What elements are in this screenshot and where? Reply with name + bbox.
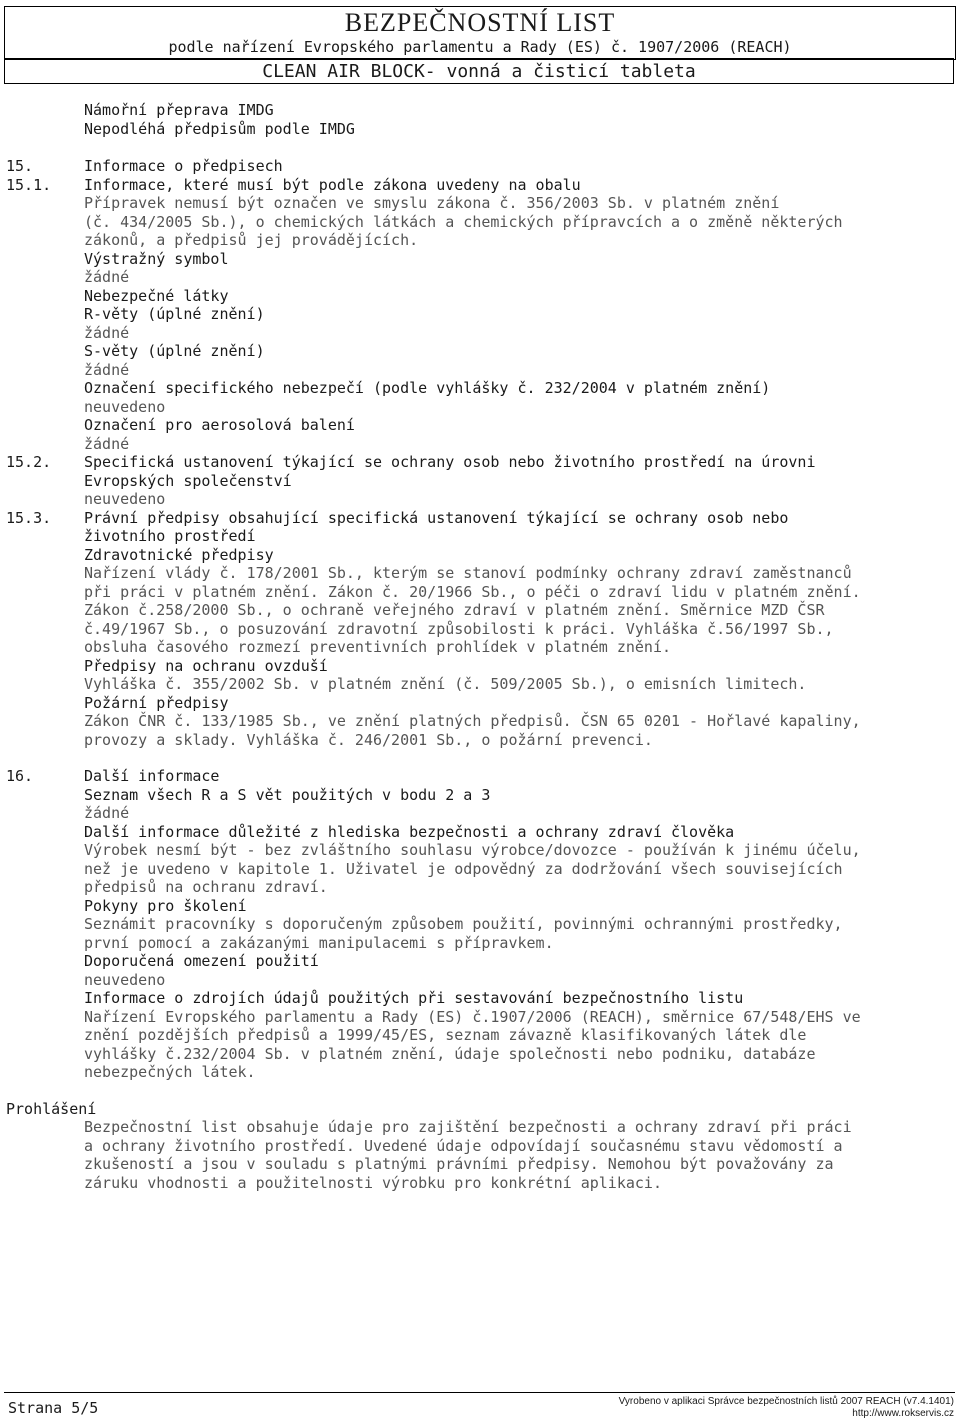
text-line: Bezpečnostní list obsahuje údaje pro zajištění bezpečnosti a ochrany zdraví při práci <box>84 1118 852 1136</box>
section-number: 15.3. <box>6 509 52 527</box>
field-value: neuvedeno <box>84 490 166 508</box>
section-heading: Další informace <box>84 767 220 785</box>
text-line: a ochrany životního prostředí. Uvedené údaje odpovídají současnému stavu vědomostí a <box>84 1137 843 1155</box>
subsection-heading: Specifická ustanovení týkající se ochrany osob nebo životního prostředí na úrovni <box>84 453 816 471</box>
field-label: Požární předpisy <box>84 694 229 712</box>
regulation-reference: podle nařízení Evropského parlamentu a Rady (ES) č. 1907/2006 (REACH) <box>168 38 792 56</box>
field-value: neuvedeno <box>84 398 166 416</box>
document-title: BEZPEČNOSTNÍ LIST <box>344 8 616 37</box>
text-line: předpisů na ochranu zdraví. <box>84 878 328 896</box>
field-value: žádné <box>84 268 130 286</box>
text-line: Zákon ČNR č. 133/1985 Sb., ve znění platných předpisů. ČSN 65 0201 - Hořlavé kapaliny, <box>84 712 861 730</box>
text-line: Přípravek nemusí být označen ve smyslu zákona č. 356/2003 Sb. v platném znění <box>84 194 780 212</box>
text-line: než je uvedeno v kapitole 1. Uživatel je odpovědný za dodržování všech souvisejících <box>84 860 843 878</box>
text-line: Nařízení Evropského parlamentu a Rady (ES) č.1907/2006 (REACH), směrnice 67/548/EHS ve <box>84 1008 861 1026</box>
footer-generator <box>619 1396 954 1420</box>
field-label: Zdravotnické předpisy <box>84 546 274 564</box>
text-line: Zákon č.258/2000 Sb., o ochraně veřejného zdraví v platném znění. Směrnice MZD ČSR <box>84 601 825 619</box>
subsection-heading: Informace, které musí být podle zákona uvedeny na obalu <box>84 176 581 194</box>
field-label: Doporučená omezení použití <box>84 952 319 970</box>
field-label: Výstražný symbol <box>84 250 229 268</box>
section-number: 15. <box>6 157 34 175</box>
field-label: Označení specifického nebezpečí (podle vyhlášky č. 232/2004 v platném znění) <box>84 379 771 397</box>
section-heading: Informace o předpisech <box>84 157 283 175</box>
field-label: Pokyny pro školení <box>84 897 247 915</box>
field-label: Další informace důležité z hlediska bezpečnosti a ochrany zdraví člověka <box>84 823 735 841</box>
field-value: žádné <box>84 361 130 379</box>
text-line: obsluha časového rozmezí preventivních prohlídek v platném znění. <box>84 638 671 656</box>
field-label: Informace o zdrojích údajů použitých při sestavování bezpečnostního listu <box>84 989 744 1007</box>
generator-url[interactable]: http://www.rokservis.cz <box>852 1408 954 1419</box>
document-header <box>4 6 956 60</box>
declaration-heading: Prohlášení <box>6 1100 97 1118</box>
text-line: Vyhláška č. 355/2002 Sb. v platném znění (č. 509/2005 Sb.), o emisních limitech. <box>84 675 807 693</box>
text-line: nebezpečných látek. <box>84 1063 256 1081</box>
product-name: CLEAN AIR BLOCK- vonná a čisticí tableta <box>4 58 954 84</box>
text-line: záruku vhodnosti a použitelnosti výrobku pro konkrétní aplikaci. <box>84 1174 662 1192</box>
field-value: žádné <box>84 804 130 822</box>
text-line: Nepodléhá předpisům podle IMDG <box>84 120 355 138</box>
field-label: Nebezpečné látky <box>84 287 229 305</box>
generator-note: Vyrobeno v aplikaci Správce bezpečnostních listů 2007 REACH (v7.4.1401) <box>618 1396 954 1407</box>
field-label: Předpisy na ochranu ovzduší <box>84 657 328 675</box>
text-line: první pomocí a zakázanými manipulacemi s přípravkem. <box>84 934 554 952</box>
text-line: zkušeností a jsou v souladu s platnými právními předpisy. Nemohou být považovány za <box>84 1155 834 1173</box>
field-value: neuvedeno <box>84 971 166 989</box>
section-number: 16. <box>6 767 34 785</box>
subsection-heading: Právní předpisy obsahující specifická ustanovení týkající se ochrany osob nebo <box>84 509 789 527</box>
text-line: zákonů, a předpisů jej provádějících. <box>84 231 419 249</box>
text-line: Nařízení vlády č. 178/2001 Sb., kterým se stanoví podmínky ochrany zdraví zaměstnanců <box>84 564 852 582</box>
field-label: R-věty (úplné znění) <box>84 305 265 323</box>
field-label: S-věty (úplné znění) <box>84 342 265 360</box>
text-line: znění pozdějších předpisů a 1999/45/ES, seznam závazně klasifikovaných látek dle <box>84 1026 807 1044</box>
text-line: Námořní přeprava IMDG <box>84 101 274 119</box>
text-line: č.49/1967 Sb., o posuzování zdravotní způsobilosti k práci. Vyhláška č.56/1997 Sb., <box>84 620 834 638</box>
field-label: Označení pro aerosolová balení <box>84 416 355 434</box>
text-line: (č. 434/2005 Sb.), o chemických látkách a chemických přípravcích a o změně některých <box>84 213 843 231</box>
section-number: 15.2. <box>6 453 52 471</box>
text-line: při práci v platném znění. Zákon č. 20/1966 Sb., o péči o zdraví lidu v platném znění. <box>84 583 861 601</box>
text-line: provozy a sklady. Vyhláška č. 246/2001 Sb., o požární prevenci. <box>84 731 653 749</box>
text-line: Seznámit pracovníky s doporučeným způsobem použití, povinnými ochrannými prostředky, <box>84 915 843 933</box>
text-line: Výrobek nesmí být - bez zvláštního souhlasu výrobce/dovozce - používán k jinému účelu, <box>84 841 861 859</box>
field-value: žádné <box>84 435 130 453</box>
subsection-heading: Evropských společenství <box>84 472 292 490</box>
section-number: 15.1. <box>6 176 52 194</box>
field-value: žádné <box>84 324 130 342</box>
field-label: Seznam všech R a S vět použitých v bodu 2 a 3 <box>84 786 491 804</box>
footer-divider <box>4 1392 955 1393</box>
subsection-heading: životního prostředí <box>84 527 256 545</box>
text-line: vyhlášky č.232/2004 Sb. v platném znění, údaje společnosti nebo podniku, databáze <box>84 1045 816 1063</box>
page-number: Strana 5/5 <box>8 1399 99 1417</box>
